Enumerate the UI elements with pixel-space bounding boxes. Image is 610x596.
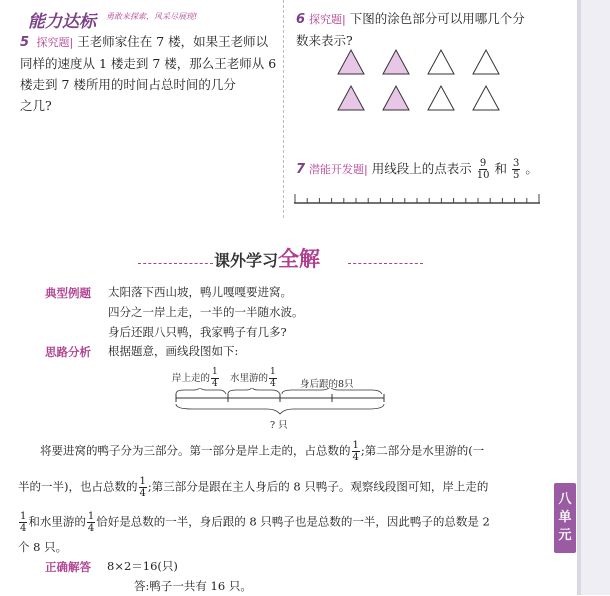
answer-calc: 8×2＝16(只) [107,559,178,573]
brand-title: 能力达标 [28,12,96,32]
triangle-figure [330,48,510,114]
empty-triangle [473,50,499,74]
shaded-triangle [383,86,409,110]
empty-triangle [473,86,499,110]
problem-tag: 探究题| [36,36,74,49]
problem-7 [296,158,576,181]
problem-6 [296,8,556,51]
explanation-line: 半的一半)，也占总数的 $\frac{1}{4}$ ;第三部分是跟在主人身后的 8 只鸭子。观察线段图可知，岸上走的 [18,476,489,499]
problem-tag: 探究题| [309,13,346,26]
problem-text: 用线段上的点表示 [371,161,472,176]
example-text [108,282,304,342]
fraction: $\frac{9}{10}$ [476,158,490,181]
column-divider [283,0,284,218]
example-line: 四分之一岸上走，一半的一半随水波。 [108,305,304,319]
problem-line: 数来表示? [296,33,353,48]
unit-tab-char: 元 [558,528,572,543]
problem-line: 下图的涂色部分可以用哪几个分 [349,11,525,26]
example-line: 太阳落下西山坡，鸭儿嘎嘎要进窝。 [108,285,292,299]
example-line: 身后还跟八只鸭，我家鸭子有几多? [108,325,287,339]
problem-number: 7 [296,162,306,177]
diagram-label: 水里游的 $\frac{1}{4}$ [230,367,276,389]
shaded-triangle [338,86,364,110]
problem-line: 楼走到 7 楼所用的时间占总时间的几分 [20,77,236,92]
unit-tab-char: 单 [558,510,572,525]
diagram-label: 岸上走的 $\frac{1}{4}$ [172,367,218,389]
empty-triangle [428,50,454,74]
problem-tag: 潜能开发题| [309,163,368,176]
problem-5 [20,31,280,116]
explanation-line: 将要进窝的鸭子分为三部分。第一部分是岸上走的，占总数的 $\frac{1}{4}$ ;第二部分是水里游的(一 [40,440,485,463]
answer-result: 答:鸭子一共有 16 只。 [134,579,252,593]
section-rule [138,263,213,264]
section-rule [348,263,423,264]
problem-number: 5 [20,35,30,50]
explanation-line: 个 8 只。 [18,540,68,554]
section-title: 课外学习全解 [214,247,321,271]
unit-tab [554,483,576,553]
shaded-triangle [338,50,364,74]
problem-number: 6 [296,12,306,27]
problem-line: 之几? [20,98,52,113]
unit-tab-char: 八 [558,492,572,507]
analysis-label: 思路分析 [45,345,91,359]
diagram-total: ? 只 [270,420,288,431]
empty-triangle [428,86,454,110]
explanation-line: $\frac{1}{4}$ 和水里游的 $\frac{1}{4}$ 恰好是总数的一半，身后跟的 8 只鸭子也是总数的一半，因此鸭子的总数是 2 [20,511,490,534]
problem-line: 同样的速度从 1 楼走到 7 楼，那么王老师从 6 [20,56,277,71]
problem-text: 和 [494,161,507,176]
fraction: $\frac{3}{5}$ [512,158,520,181]
problem-text: 。 [525,161,538,176]
example-label: 典型例题 [45,286,91,300]
brand-slogan: 勇敢来探索，风采尽展现! [106,12,198,21]
answer-label: 正确解答 [45,560,91,574]
shaded-triangle [383,50,409,74]
number-line [294,192,544,206]
analysis-text: 根据题意，画线段图如下: [108,344,239,358]
problem-line: 王老师家住在 7 楼，如果王老师以 [77,34,269,49]
segment-diagram [172,388,387,418]
diagram-label: 身后跟的8只 [300,379,354,390]
page-edge [577,0,610,595]
